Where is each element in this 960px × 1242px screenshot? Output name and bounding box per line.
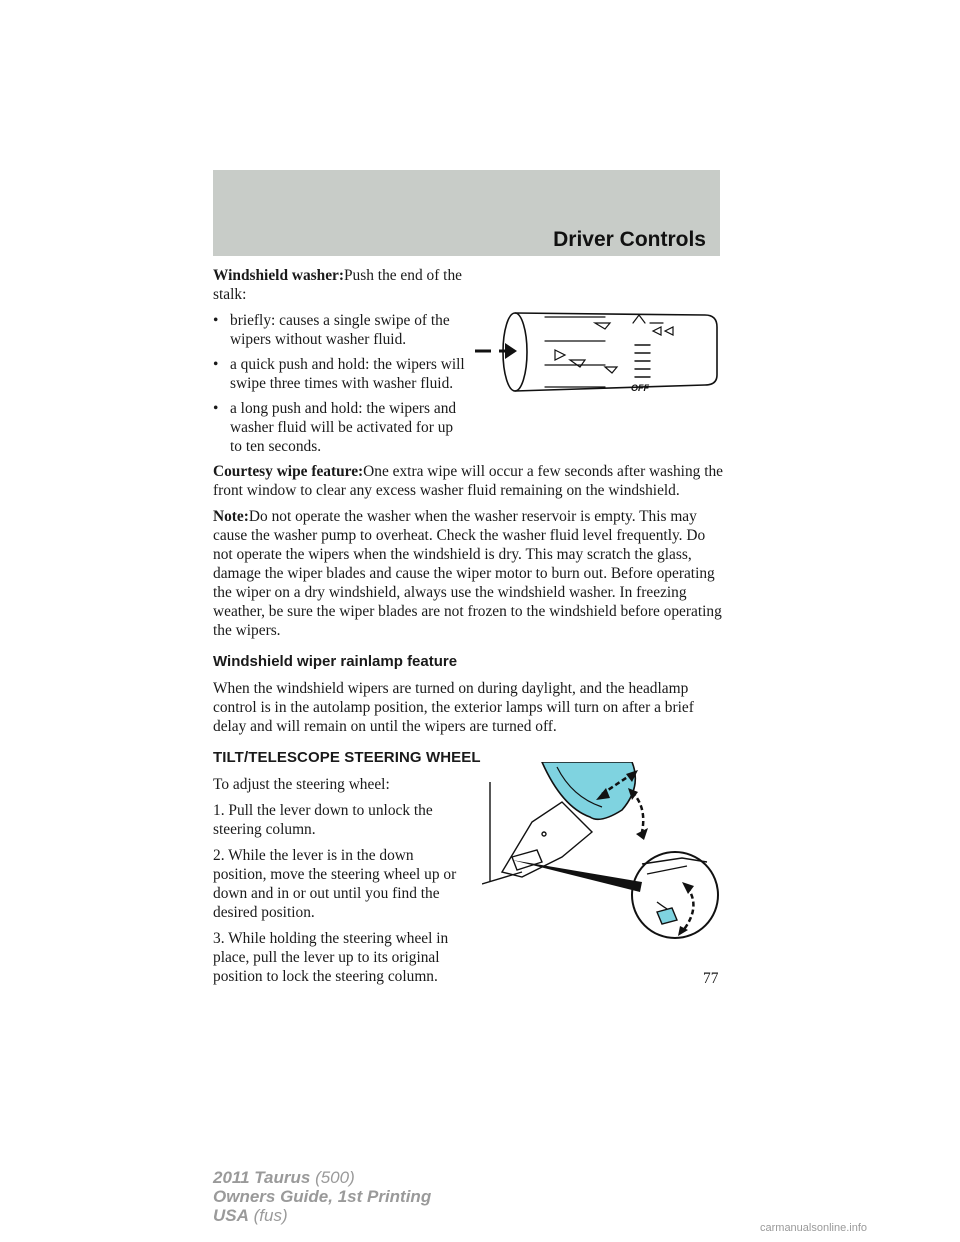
steering-step-2: 2. While the lever is in the down position, move the steering wheel up or down and in or out until you find the desired position. <box>213 847 457 921</box>
list-item: • briefly: causes a single swipe of the wipers without washer fluid. <box>213 312 450 348</box>
list-item: • a long push and hold: the wipers and washer fluid will be activated for up to ten seconds. <box>213 400 457 455</box>
bullet-icon: • <box>213 356 219 373</box>
speed-arrows-icon <box>653 327 673 335</box>
stalk-body <box>515 313 717 391</box>
play-arrow-icon <box>555 350 565 360</box>
steering-heading: TILT/TELESCOPE STEERING WHEEL <box>213 749 481 766</box>
wiper-symbol-icon <box>595 323 610 329</box>
washer-paragraph <box>213 266 468 304</box>
steering-wheel-highlight <box>542 762 635 819</box>
footer-market: USA <box>213 1206 249 1225</box>
footer-imprint <box>213 1168 431 1225</box>
lever-detail-circle <box>632 852 718 938</box>
washer-bullet-list <box>213 311 468 456</box>
footer-model-code: (500) <box>315 1168 355 1187</box>
courtesy-text: One extra wipe will occur a few seconds after washing the front window to clear any excess washer fluid remaining on the windshield. <box>213 463 724 499</box>
steering-column-illustration <box>482 762 722 940</box>
intermittent-wiper-icon <box>605 367 617 373</box>
bullet-icon: • <box>213 400 219 417</box>
rainlamp-paragraph: When the windshield wipers are turned on during daylight, and the headlamp control is in the autolamp position, the exterior lamps will turn on after a brief delay and will remain on until the wipers are turned off. <box>213 680 694 735</box>
steering-step-1: 1. Pull the lever down to unlock the steering column. <box>213 802 433 838</box>
note-lead: Note: <box>213 508 249 525</box>
tilt-arrow-icon <box>628 788 648 840</box>
footer-guide: Owners Guide, 1st Printing <box>213 1187 432 1206</box>
rainlamp-heading: Windshield wiper rainlamp feature <box>213 653 458 670</box>
washer-symbol-icon <box>570 360 585 367</box>
footer-market-code: (fus) <box>253 1206 288 1225</box>
washer-text: Push the end of the stalk: <box>213 267 462 303</box>
footer-model: 2011 Taurus <box>213 1168 311 1187</box>
steering-intro: To adjust the steering wheel: <box>213 776 390 793</box>
watermark: carmanualsonline.info <box>760 1222 868 1234</box>
section-header-band <box>213 170 720 256</box>
push-arrow-icon <box>475 343 517 359</box>
note-text: Do not operate the washer when the washer reservoir is empty. This may cause the washer pump to overheat. Check the washer fluid level frequently. Do not operate the wipers when the windshield is dry. This may scratch the glass, damage the wiper blades and cause the wiper motor to burn out. Before operating the wiper on a dry windshield, always use the windshield washer. In freezing weather, be sure the wiper blades are not frozen to the windshield before operating the wipers. <box>213 508 722 639</box>
page-number: 77 <box>703 970 719 987</box>
bullet-icon: • <box>213 312 219 329</box>
list-item: • a quick push and hold: the wipers will swipe three times with washer fluid. <box>213 356 465 392</box>
section-title: Driver Controls <box>553 228 706 251</box>
mist-symbol-icon <box>633 315 663 323</box>
callout-wedge <box>512 860 642 892</box>
washer-lead: Windshield washer: <box>213 267 344 284</box>
steering-step-3: 3. While holding the steering wheel in place, pull the lever up to its original position to lock the steering column. <box>213 930 449 985</box>
courtesy-lead: Courtesy wipe feature: <box>213 463 364 480</box>
wiper-stalk-illustration <box>475 305 725 400</box>
courtesy-paragraph <box>213 462 723 500</box>
off-label: OFF <box>631 383 649 393</box>
note-paragraph <box>213 507 723 640</box>
